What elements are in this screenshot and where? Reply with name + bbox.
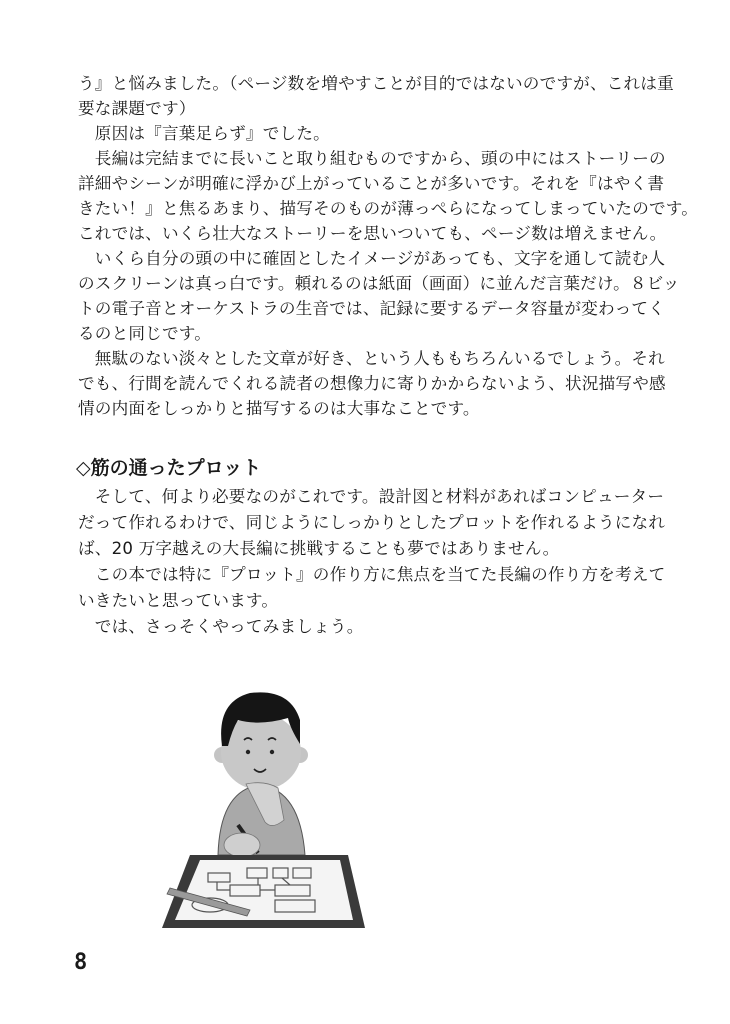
- text-line: いくら自分の頭の中に確固としたイメージがあっても、文字を通して読む人: [78, 249, 666, 268]
- text-line: 無駄のない淡々とした文章が好き、という人ももちろんいるでしょう。それ: [78, 349, 665, 368]
- text-line: いきたいと思っています。: [78, 591, 279, 610]
- text-line: う』と悩みました。（ページ数を増やすことが目的ではないのですが、これは重: [78, 74, 674, 93]
- text-line: 長編は完結までに長いこと取り組むものですから、頭の中にはストーリーの: [78, 149, 666, 168]
- page-number: 8: [74, 950, 88, 975]
- text-line: ば、20 万字越えの大長編に挑戦することも夢ではありません。: [78, 539, 560, 558]
- text-line: のスクリーンは真っ白です。頼れるのは紙面（画面）に並んだ言葉だけ。８ビッ: [78, 274, 680, 293]
- text-line: 情の内面をしっかりと描写するのは大事なことです。: [78, 399, 480, 418]
- text-line: では、さっそくやってみましょう。: [78, 617, 364, 636]
- body-text-block-1: [78, 71, 699, 421]
- text-line: るのと同じです。: [78, 324, 212, 343]
- text-line: きたい！』と焦るあまり、描写そのものが薄っぺらになってしまっていたのです。: [78, 199, 699, 218]
- text-line: でも、行間を読んでくれる読者の想像力に寄りかからないよう、状況描写や感: [78, 374, 666, 393]
- text-line: 原因は『言葉足らず』でした。: [78, 124, 330, 143]
- text-line: そして、何より必要なのがこれです。設計図と材料があればコンピューター: [78, 487, 665, 506]
- section-heading: ◇筋の通ったプロット: [76, 457, 262, 479]
- text-line: 詳細やシーンが明確に浮かび上がっていることが多いです。それを『はやく書: [78, 174, 665, 193]
- text-line: だって作れるわけで、同じようにしっかりとしたプロットを作れるようになれ: [78, 513, 666, 532]
- text-line: この本では特に『プロット』の作り方に焦点を当てた長編の作り方を考えて: [78, 565, 666, 584]
- text-line: 要な課題です）: [78, 99, 196, 118]
- text-line: トの電子音とオーケストラの生音では、記録に要するデータ容量が変わってく: [78, 299, 665, 318]
- man-writing-plot-illustration: [150, 680, 380, 940]
- text-line: これでは、いくら壮大なストーリーを思いついても、ページ数は増えません。: [78, 224, 667, 243]
- body-text-block-2: [78, 484, 668, 640]
